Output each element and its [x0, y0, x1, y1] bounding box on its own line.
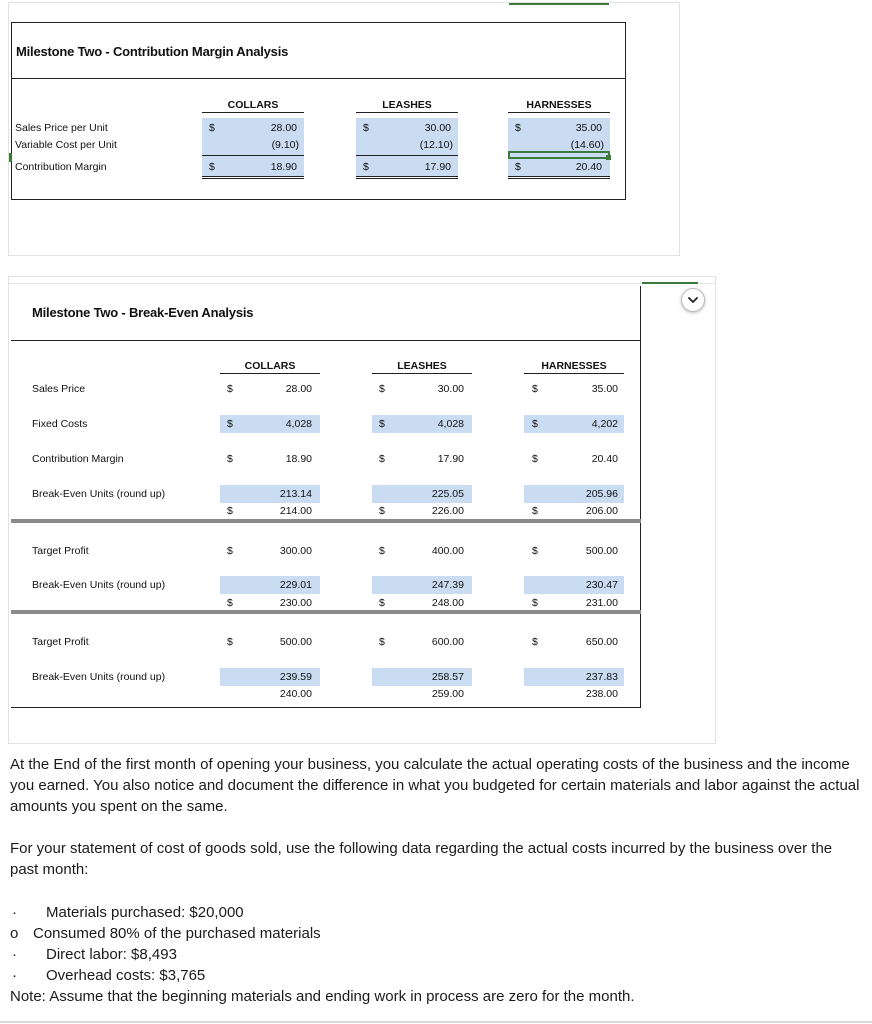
be-leashes-tp2: 600.00	[431, 636, 464, 648]
be-harnesses-dollar: $	[532, 383, 538, 395]
be-harnesses-sales-price: 35.00	[591, 383, 618, 395]
be-harnesses-be2: 238.00	[585, 688, 618, 700]
cm-label-variable-cost: Variable Cost per Unit	[15, 139, 117, 151]
be-harnesses-be2-raw: 237.83	[585, 671, 618, 683]
cm-active-cell-border[interactable]	[508, 151, 610, 159]
be-leashes-dollar: $	[379, 453, 385, 465]
be-collars-tp2: 500.00	[279, 636, 312, 648]
be-label-contribution-margin: Contribution Margin	[32, 453, 124, 465]
be-collars-cm: 18.90	[285, 453, 312, 465]
be-leashes-dollar: $	[379, 597, 385, 609]
cm-harnesses-contribution-margin: 20.40	[575, 161, 602, 173]
page-bottom-border	[0, 1021, 872, 1023]
cm-collars-variable-cost: (9.10)	[271, 139, 299, 151]
bullet-materials-purchased: Materials purchased: $20,000	[46, 904, 244, 921]
be-leashes-fixed-costs: 4,028	[437, 418, 464, 430]
be-leashes-be: 226.00	[431, 505, 464, 517]
be-harnesses-dollar: $	[532, 418, 538, 430]
be-leashes-tp1: 400.00	[431, 545, 464, 557]
be-collars-dollar: $	[227, 545, 233, 557]
bullet-overhead: Overhead costs: $3,765	[46, 967, 206, 984]
be-label-breakeven-1: Break-Even Units (round up)	[32, 488, 166, 500]
be-title: Milestone Two - Break-Even Analysis	[32, 305, 254, 320]
be-leashes-dollar: $	[379, 383, 385, 395]
bullet-dot: ·	[12, 946, 17, 963]
be-collars-tp1: 300.00	[279, 545, 312, 557]
be-separator-1	[11, 519, 641, 523]
be-leashes-dollar: $	[379, 505, 385, 517]
be-header-collars: COLLARS	[220, 360, 320, 374]
cm-fill-handle[interactable]	[606, 155, 611, 160]
cm-leashes-underline	[356, 155, 458, 156]
be-harnesses-tp1: 500.00	[585, 545, 618, 557]
be-collars-dollar: $	[227, 505, 233, 517]
be-collars-dollar: $	[227, 418, 233, 430]
cm-collars-sales-price: 28.00	[270, 122, 297, 134]
be-leashes-be2-raw: 258.57	[431, 671, 464, 683]
chevron-down-icon[interactable]	[681, 288, 705, 312]
be-label-fixed-costs: Fixed Costs	[32, 418, 88, 430]
be-collars-be1: 230.00	[279, 597, 312, 609]
be-table-box	[11, 340, 641, 708]
be-leashes-dollar: $	[379, 418, 385, 430]
be-harnesses-cm: 20.40	[591, 453, 618, 465]
cm-collars-dollar-2: $	[209, 161, 215, 173]
cm-harnesses-variable-cost[interactable]: (14.60)	[570, 139, 604, 151]
bullet-dot: ·	[12, 904, 17, 921]
be-collars-dollar: $	[227, 383, 233, 395]
note-text: Note: Assume that the beginning materials and ending work in process are zero for the month.	[10, 988, 635, 1005]
be-label-target-profit-1: Target Profit	[32, 545, 89, 557]
be-label-target-profit-2: Target Profit	[32, 636, 89, 648]
be-label-sales-price: Sales Price	[32, 383, 86, 395]
bullet-o: o	[10, 925, 19, 942]
cm-leashes-double-underline	[356, 176, 458, 179]
selection-marker	[509, 3, 609, 5]
cm-header-leashes: LEASHES	[356, 99, 458, 113]
be-collars-dollar: $	[227, 453, 233, 465]
paragraph-intro: At the End of the first month of opening your business, you calculate the actual operating costs of the business and the income you earned. You also notice and document the difference in what you budgeted for certain materials and labor against the actual amounts you spent on the same.	[10, 756, 860, 815]
be-harnesses-be: 206.00	[585, 505, 618, 517]
be-harnesses-dollar: $	[532, 597, 538, 609]
cm-header-collars: COLLARS	[202, 99, 304, 113]
be-leashes-be1-raw: 247.39	[431, 579, 464, 591]
paragraph-cogs-instructions: For your statement of cost of goods sold, use the following data regarding the actual costs incurred by the business over the past month:	[10, 840, 833, 878]
bullet-dot: ·	[12, 967, 17, 984]
be-collars-be: 214.00	[279, 505, 312, 517]
be-collars-dollar: $	[227, 597, 233, 609]
cm-left-cell-marker	[9, 153, 12, 162]
cm-harnesses-double-underline	[508, 176, 610, 179]
be-collars-fixed-costs: 4,028	[285, 418, 312, 430]
be-leashes-be-raw: 225.05	[431, 488, 464, 500]
be-header-leashes: LEASHES	[372, 360, 472, 374]
be-harnesses-dollar: $	[532, 505, 538, 517]
be-collars-sales-price: 28.00	[285, 383, 312, 395]
be-collars-dollar: $	[227, 636, 233, 648]
be-leashes-be2: 259.00	[431, 688, 464, 700]
be-leashes-dollar: $	[379, 636, 385, 648]
cm-leashes-variable-cost: (12.10)	[419, 139, 453, 151]
be-label-breakeven-2: Break-Even Units (round up)	[32, 579, 166, 591]
be-separator-2	[11, 610, 641, 614]
sheet-column-strip	[9, 277, 715, 284]
cm-label-contribution-margin: Contribution Margin	[15, 161, 107, 173]
cm-collars-contribution-margin: 18.90	[270, 161, 297, 173]
cm-harnesses-dollar-2: $	[515, 161, 521, 173]
be-leashes-be1: 248.00	[431, 597, 464, 609]
cm-label-sales-price: Sales Price per Unit	[15, 122, 108, 134]
be-harnesses-fixed-costs: 4,202	[591, 418, 618, 430]
cm-header-harnesses: HARNESSES	[508, 99, 610, 113]
cm-leashes-dollar-1: $	[363, 122, 369, 134]
be-harnesses-dollar: $	[532, 636, 538, 648]
cm-harnesses-dollar-1: $	[515, 122, 521, 134]
cm-leashes-sales-price: 30.00	[424, 122, 451, 134]
be-collars-be2-raw: 239.59	[279, 671, 312, 683]
be-leashes-sales-price: 30.00	[437, 383, 464, 395]
be-harnesses-dollar: $	[532, 453, 538, 465]
cm-leashes-dollar-2: $	[363, 161, 369, 173]
be-collars-be2: 240.00	[279, 688, 312, 700]
cm-title: Milestone Two - Contribution Margin Analysis	[16, 44, 289, 59]
cm-harnesses-sales-price: 35.00	[575, 122, 602, 134]
be-collars-be1-raw: 229.01	[279, 579, 312, 591]
cm-collars-underline	[202, 155, 304, 156]
be-collars-be-raw: 213.14	[279, 488, 312, 500]
be-label-breakeven-3: Break-Even Units (round up)	[32, 671, 166, 683]
selection-marker	[642, 282, 698, 284]
be-header-harnesses: HARNESSES	[524, 360, 624, 374]
be-leashes-dollar: $	[379, 545, 385, 557]
cm-collars-double-underline	[202, 176, 304, 179]
be-harnesses-tp2: 650.00	[585, 636, 618, 648]
be-harnesses-dollar: $	[532, 545, 538, 557]
bullet-consumed: Consumed 80% of the purchased materials	[33, 925, 321, 942]
be-harnesses-be-raw: 205.96	[585, 488, 618, 500]
be-harnesses-be1: 231.00	[585, 597, 618, 609]
cm-leashes-contribution-margin: 17.90	[424, 161, 451, 173]
be-leashes-cm: 17.90	[437, 453, 464, 465]
cm-collars-dollar-1: $	[209, 122, 215, 134]
be-harnesses-be1-raw: 230.47	[585, 579, 618, 591]
bullet-direct-labor: Direct labor: $8,493	[46, 946, 177, 963]
